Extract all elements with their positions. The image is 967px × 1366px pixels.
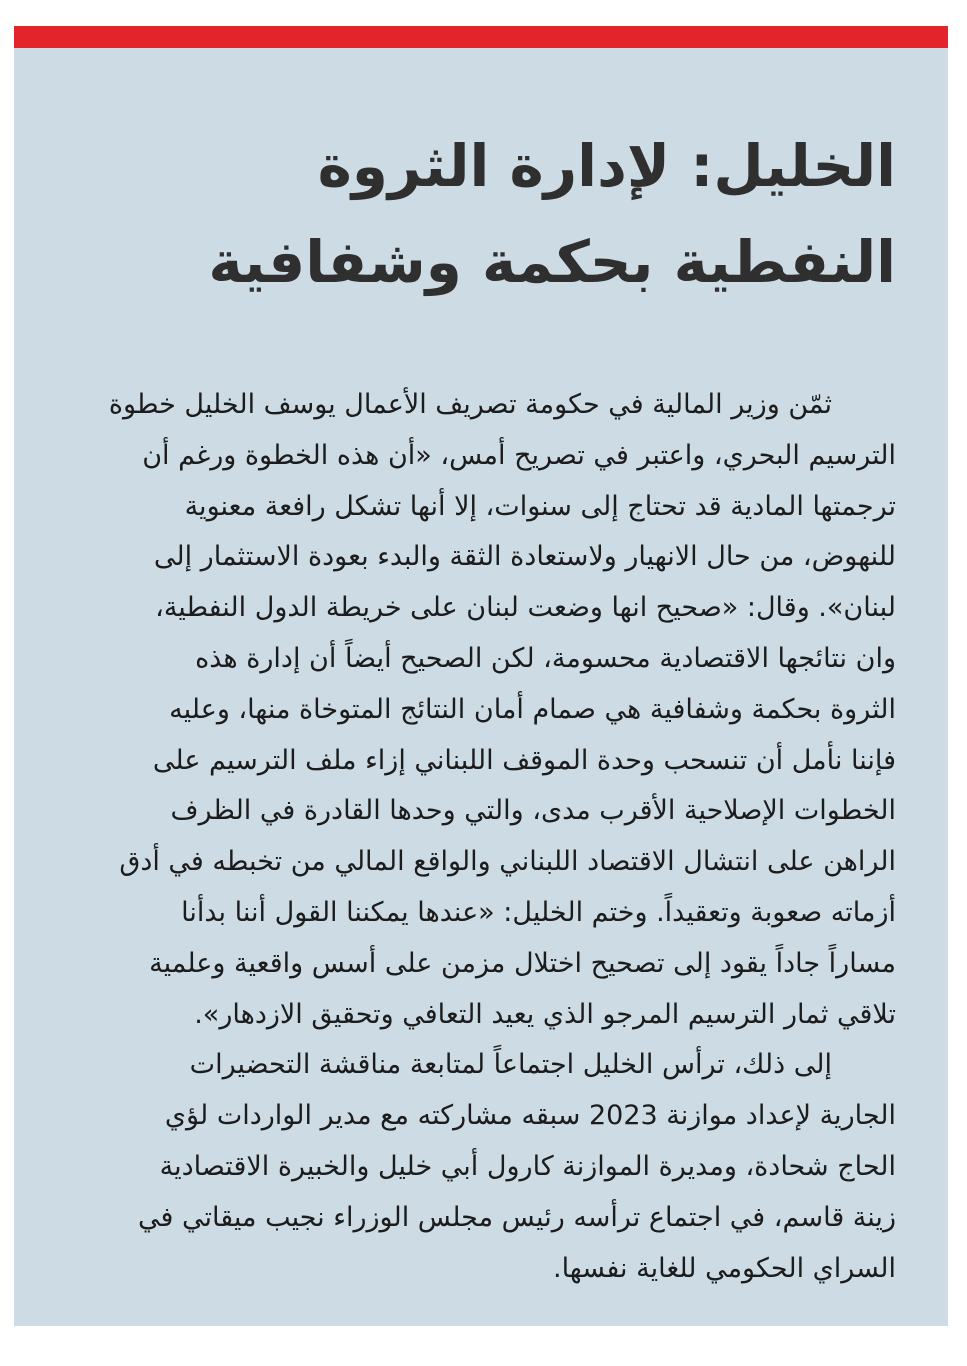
body-line: للنهوض، من حال الانهيار ولاستعادة الثقة والبدء بعودة الاستثمار إلى — [153, 541, 896, 573]
body-line: زينة قاسم، في اجتماع ترأسه رئيس مجلس الوزراء نجيب ميقاتي في — [137, 1201, 896, 1233]
body-line: الخطوات الإصلاحية الأقرب مدى، والتي وحدها القادرة في الظرف — [170, 795, 896, 827]
headline — [68, 112, 896, 310]
body-line: أزماته صعوبة وتعقيداً. وختم الخليل: «عندها يمكننا القول أننا بدأنا — [181, 896, 896, 928]
body-line: إلى ذلك، ترأس الخليل اجتماعاً لمتابعة مناقشة التحضيرات — [189, 1049, 832, 1081]
paragraph-2 — [68, 1040, 896, 1294]
body-line: وان نتائجها الاقتصادية محسومة، لكن الصحيح أيضاً أن إدارة هذه — [195, 642, 896, 674]
body-line: الحاج شحادة، ومديرة الموازنة كارول أبي خليل والخبيرة الاقتصادية — [159, 1150, 896, 1182]
body-line: مساراً جاداً يقود إلى تصحيح اختلال مزمن على أسس واقعية وعلمية — [149, 947, 896, 979]
body-line: لبنان». وقال: «صحيح انها وضعت لبنان على خريطة الدول النفطية، — [155, 592, 896, 624]
body-line: الثروة بحكمة وشفافية هي صمام أمان النتائج المتوخاة منها، وعليه — [169, 693, 896, 725]
red-accent-bar — [14, 26, 948, 48]
body-line: ترجمتها المادية قد تحتاج إلى سنوات، إلا أنها تشكل رافعة معنوية — [184, 490, 896, 522]
body-line: الجارية لإعداد موازنة 2023 سبقه مشاركته مع مدير الواردات لؤي — [164, 1100, 896, 1132]
body-line: ثمّن وزير المالية في حكومة تصريف الأعمال يوسف الخليل خطوة — [108, 389, 832, 420]
article-body — [68, 380, 896, 1294]
body-line: تلاقي ثمار الترسيم المرجو الذي يعيد التعافي وتحقيق الازدهار». — [194, 998, 896, 1030]
body-line: الراهن على انتشال الاقتصاد اللبناني والواقع المالي من تخبطه في أدق — [119, 846, 896, 878]
headline-line-1: الخليل: لإدارة الثروة — [317, 132, 896, 200]
headline-line-2: النفطية بحكمة وشفافية — [208, 228, 896, 296]
body-line: فإننا نأمل أن تنسحب وحدة الموقف اللبناني إزاء ملف الترسيم على — [152, 744, 896, 776]
body-line: الترسيم البحري، واعتبر في تصريح أمس، «أن هذه الخطوة ورغم أن — [142, 439, 896, 471]
article-panel — [14, 48, 948, 1326]
paragraph-1 — [68, 380, 896, 1040]
body-line: السراي الحكومي للغاية نفسها. — [553, 1252, 896, 1284]
